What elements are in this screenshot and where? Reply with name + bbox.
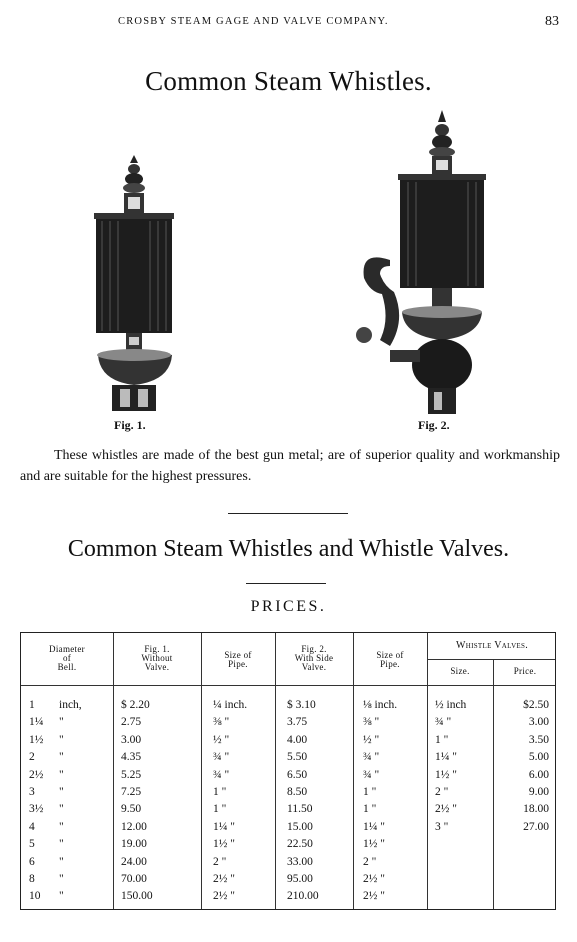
table-cell-wv-price: 5.00 <box>528 751 549 764</box>
table-cell-p1: 150.00 <box>121 890 153 903</box>
table-cell-wv-size: 2½ " <box>435 803 457 816</box>
table-cell-wv-price: 27.00 <box>523 820 549 833</box>
table-cell-pipe1: ¾ " <box>213 768 230 781</box>
table-cell-diam-unit: " <box>59 716 64 729</box>
table-cell-p1: 4.35 <box>121 751 142 764</box>
page-title: Common Steam Whistles. <box>145 66 432 96</box>
table-cell-diam-unit: " <box>59 786 64 798</box>
table-cell-wv-size: 1¼ " <box>435 751 457 764</box>
figure-caption-2: Fig. 2. <box>418 418 450 432</box>
header-whistle-valves: Whistle Valves. <box>456 640 528 651</box>
table-cell-diam-unit: " <box>59 855 64 868</box>
table-cell-diam: 4 <box>29 820 35 833</box>
table-cell-wv-price: 3.00 <box>528 716 549 729</box>
prices-heading: PRICES. <box>250 598 327 615</box>
table-cell-diam: 3½ <box>29 803 44 816</box>
table-cell-pipe2: ⅜ " <box>363 716 380 729</box>
header-diameter: Diameter of Bell. <box>49 644 85 672</box>
table-cell-pipe1: 1 " <box>213 786 227 798</box>
table-cell-diam: 2 <box>29 751 35 764</box>
table-cell-pipe2: 1 " <box>363 803 377 816</box>
table-cell-pipe2: ⅛ inch. <box>363 699 398 711</box>
table-cell-p2: 210.00 <box>287 890 319 903</box>
table-cell-p1: 2.75 <box>121 716 142 729</box>
table-cell-pipe1: ¾ " <box>213 751 230 764</box>
table-cell-p2: $ 3.10 <box>287 699 316 711</box>
table-cell-p1: 7.25 <box>121 786 142 798</box>
table-cell-pipe2: 2 " <box>363 855 377 868</box>
table-cell-pipe1: 2½ " <box>213 873 235 885</box>
header-pipe2: Size of Pipe. <box>376 650 404 669</box>
table-cell-p1: 3.00 <box>121 733 142 746</box>
column-divider <box>493 659 494 909</box>
description-paragraph: These whistles are made of the best gun metal; are of superior quality and workmanship and are suitable for the highest pressures. <box>20 448 560 484</box>
table-cell-pipe2: 2½ " <box>363 890 385 903</box>
table-cell-diam-unit: " <box>59 768 64 781</box>
table-cell-pipe2: 1¼ " <box>363 820 385 833</box>
table-cell-p1: 19.00 <box>121 838 147 851</box>
table-cell-p2: 6.50 <box>287 768 308 781</box>
table-cell-pipe1: ¼ inch. <box>213 699 248 711</box>
page-header <box>0 14 577 34</box>
table-cell-p1: 12.00 <box>121 820 147 833</box>
table-cell-pipe1: ½ " <box>213 733 230 746</box>
header-pipe1: Size of Pipe. <box>224 650 252 669</box>
table-cell-diam: 2½ <box>29 768 44 781</box>
table-cell-p2: 11.50 <box>287 803 313 816</box>
running-title: CROSBY STEAM GAGE AND VALVE COMPANY. <box>118 16 389 27</box>
table-cell-pipe2: 2½ " <box>363 873 385 885</box>
table-cell-wv-size: 3 " <box>435 820 449 833</box>
table-cell-p2: 15.00 <box>287 820 313 833</box>
table-cell-wv-size: 2 " <box>435 786 449 798</box>
table-cell-wv-price: 9.00 <box>528 786 549 798</box>
table-cell-pipe2: ¾ " <box>363 751 380 764</box>
header-wv-price: Price. <box>513 666 537 676</box>
table-cell-p2: 3.75 <box>287 716 308 729</box>
table-cell-pipe1: 1½ " <box>213 838 235 851</box>
table-cell-pipe1: 1¼ " <box>213 820 235 833</box>
table-cell-p1: 24.00 <box>121 855 147 868</box>
table-cell-diam-unit: " <box>59 751 64 764</box>
table-cell-wv-size: 1 " <box>435 733 449 746</box>
table-cell-p1: 9.50 <box>121 803 142 816</box>
section-title: Common Steam Whistles and Whistle Valves. <box>67 536 510 562</box>
table-cell-wv-size: 1½ " <box>435 768 457 781</box>
table-cell-p2: 4.00 <box>287 733 308 746</box>
header-fig1: Fig. 1. Without Valve. <box>141 644 173 672</box>
table-cell-diam: 1½ <box>29 733 44 746</box>
price-table <box>20 632 556 910</box>
table-cell-p2: 33.00 <box>287 855 313 868</box>
table-cell-p2: 22.50 <box>287 838 313 851</box>
table-cell-wv-price: 18.00 <box>523 803 549 816</box>
table-cell-diam: 10 <box>29 890 41 903</box>
table-cell-p1: $ 2.20 <box>121 699 150 711</box>
table-cell-diam: 5 <box>29 838 35 851</box>
column-divider <box>275 633 276 909</box>
table-cell-wv-price: $2.50 <box>523 699 549 711</box>
divider-rule-short <box>246 583 326 584</box>
table-cell-p2: 95.00 <box>287 873 313 885</box>
page-number: 83 <box>545 14 559 29</box>
table-cell-diam: 1 <box>29 699 35 711</box>
table-cell-diam-unit: " <box>59 803 64 816</box>
table-cell-diam-unit: " <box>59 890 64 903</box>
header-rule <box>21 685 555 686</box>
table-cell-p1: 5.25 <box>121 768 142 781</box>
column-divider <box>353 633 354 909</box>
table-cell-diam: 1¼ <box>29 716 44 729</box>
table-cell-wv-price: 3.50 <box>528 733 549 746</box>
whistle-illustration-fig2 <box>350 110 500 425</box>
table-cell-pipe1: 1 " <box>213 803 227 816</box>
whistle-illustration-fig1 <box>88 155 188 425</box>
column-divider <box>201 633 202 909</box>
table-cell-pipe2: ½ " <box>363 733 380 746</box>
table-cell-p2: 5.50 <box>287 751 308 764</box>
header-fig2: Fig. 2. With Side Valve. <box>294 644 334 672</box>
table-cell-diam: 8 <box>29 873 35 885</box>
whistle-valves-rule <box>427 659 555 660</box>
table-cell-pipe1: ⅜ " <box>213 716 230 729</box>
table-cell-p2: 8.50 <box>287 786 308 798</box>
table-cell-diam-unit: inch, <box>59 699 82 711</box>
column-divider <box>113 633 114 909</box>
table-cell-pipe1: 2 " <box>213 855 227 868</box>
table-cell-diam-unit: " <box>59 873 64 885</box>
table-cell-pipe2: 1 " <box>363 786 377 798</box>
table-cell-diam: 6 <box>29 855 35 868</box>
header-wv-size: Size. <box>450 666 470 676</box>
table-cell-pipe2: ¾ " <box>363 768 380 781</box>
table-cell-diam-unit: " <box>59 820 64 833</box>
divider-rule <box>228 513 348 514</box>
table-cell-pipe1: 2½ " <box>213 890 235 903</box>
table-cell-wv-size: ¾ " <box>435 716 452 729</box>
table-cell-wv-price: 6.00 <box>528 768 549 781</box>
table-cell-wv-size: ½ inch <box>435 699 467 711</box>
table-cell-p1: 70.00 <box>121 873 147 885</box>
table-cell-diam-unit: " <box>59 733 64 746</box>
table-cell-pipe2: 1½ " <box>363 838 385 851</box>
table-cell-diam-unit: " <box>59 838 64 851</box>
table-cell-diam: 3 <box>29 786 35 798</box>
figure-caption-1: Fig. 1. <box>114 418 146 432</box>
